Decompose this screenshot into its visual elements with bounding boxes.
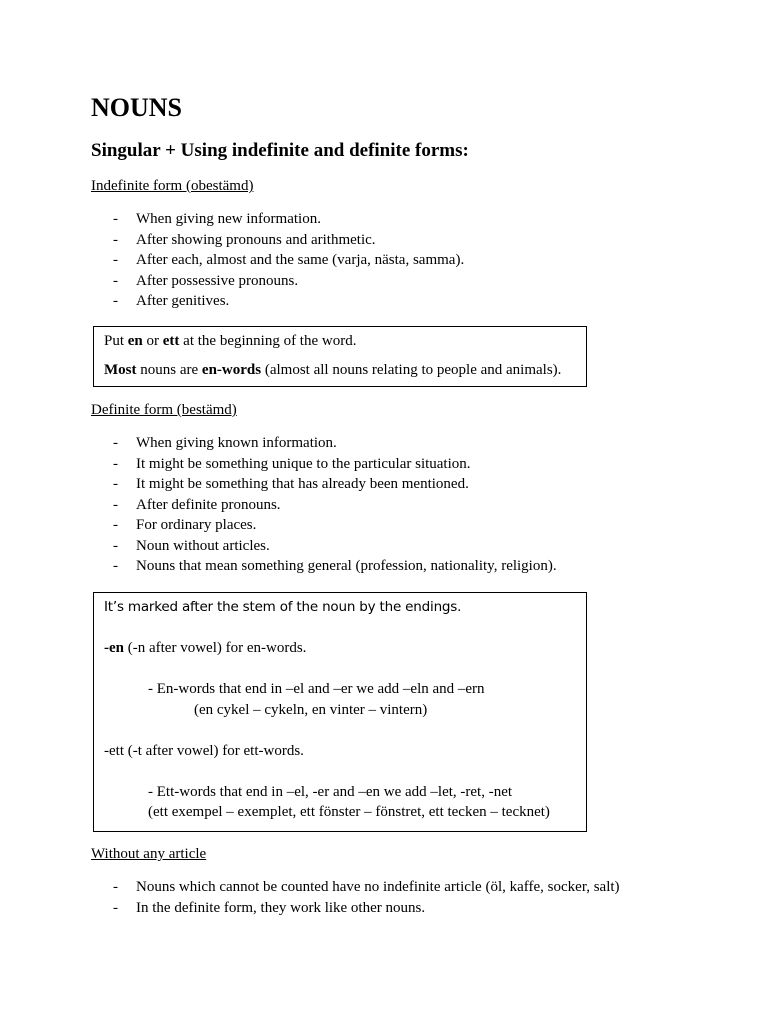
indefinite-note-line-1: Put en or ett at the beginning of the word. [104, 333, 357, 349]
dash-bullet: - [113, 211, 118, 227]
indefinite-heading: Indefinite form (obestämd) [91, 178, 254, 194]
list-item-text: When giving new information. [136, 211, 321, 227]
list-item [91, 515, 557, 536]
definite-note-en-line: -en (-n after vowel) for en-words. [104, 640, 307, 656]
dash-bullet: - [113, 517, 118, 533]
definite-note-ett-example: (ett exempel – exemplet, ett fönster – fönstret, ett tecken – tecknet) [148, 804, 550, 820]
definite-note-intro: It’s marked after the stem of the noun by the endings. [104, 599, 462, 615]
list-item [91, 433, 557, 454]
list-item [91, 877, 620, 898]
indefinite-note-line-2: Most nouns are en-words (almost all nouns relating to people and animals). [104, 362, 562, 378]
list-item [91, 271, 464, 292]
definite-note-ett-line: -ett (-t after vowel) for ett-words. [104, 743, 304, 759]
indefinite-note-box [93, 326, 587, 387]
list-item-text: After genitives. [136, 293, 230, 309]
without-article-heading: Without any article [91, 846, 207, 862]
dash-bullet: - [113, 252, 118, 268]
definite-list [91, 433, 557, 577]
list-item [91, 454, 557, 475]
without-article-list [91, 877, 620, 918]
dash-bullet: - [113, 272, 118, 289]
dash-bullet: - [113, 899, 118, 916]
dash-bullet: - [113, 558, 118, 574]
page-subtitle: Singular + Using indefinite and definite forms: [91, 140, 469, 161]
definite-note-en-rule: - En-words that end in –el and –er we add –eln and –ern [148, 681, 485, 697]
list-item [91, 556, 557, 577]
dash-bullet: - [113, 455, 118, 472]
list-item-text: Nouns which cannot be counted have no indefinite article (öl, kaffe, socker, salt) [136, 879, 620, 895]
list-item-text: When giving known information. [136, 435, 337, 451]
list-item [91, 898, 620, 919]
dash-bullet: - [113, 537, 118, 554]
definite-note-ett-rule: - Ett-words that end in –el, -er and –en we add –let, -ret, -net [148, 784, 513, 800]
definite-note-en-example: (en cykel – cykeln, en vinter – vintern) [194, 702, 428, 718]
list-item [91, 536, 557, 557]
page-title: NOUNS [91, 93, 183, 122]
indefinite-list [91, 209, 464, 312]
list-item-text: It might be something unique to the particular situation. [136, 455, 471, 472]
list-item [91, 495, 557, 516]
list-item-text: After definite pronouns. [136, 496, 281, 513]
list-item-text: After showing pronouns and arithmetic. [136, 231, 376, 248]
dash-bullet: - [113, 435, 118, 451]
dash-bullet: - [113, 879, 118, 895]
list-item [91, 209, 464, 230]
dash-bullet: - [113, 231, 118, 248]
dash-bullet: - [113, 293, 118, 309]
list-item-text: Noun without articles. [136, 537, 270, 554]
list-item [91, 250, 464, 271]
list-item-text: Nouns that mean something general (profession, nationality, religion). [136, 558, 557, 574]
dash-bullet: - [113, 476, 118, 492]
dash-bullet: - [113, 496, 118, 513]
list-item [91, 474, 557, 495]
list-item-text: It might be something that has already been mentioned. [136, 476, 469, 492]
list-item-text: For ordinary places. [136, 517, 257, 533]
list-item [91, 230, 464, 251]
list-item-text: In the definite form, they work like other nouns. [136, 899, 426, 916]
list-item-text: After each, almost and the same (varja, nästa, samma). [136, 252, 465, 268]
definite-heading: Definite form (bestämd) [91, 402, 237, 418]
definite-note-box [93, 592, 587, 832]
list-item [91, 291, 464, 312]
list-item-text: After possessive pronouns. [136, 272, 299, 289]
